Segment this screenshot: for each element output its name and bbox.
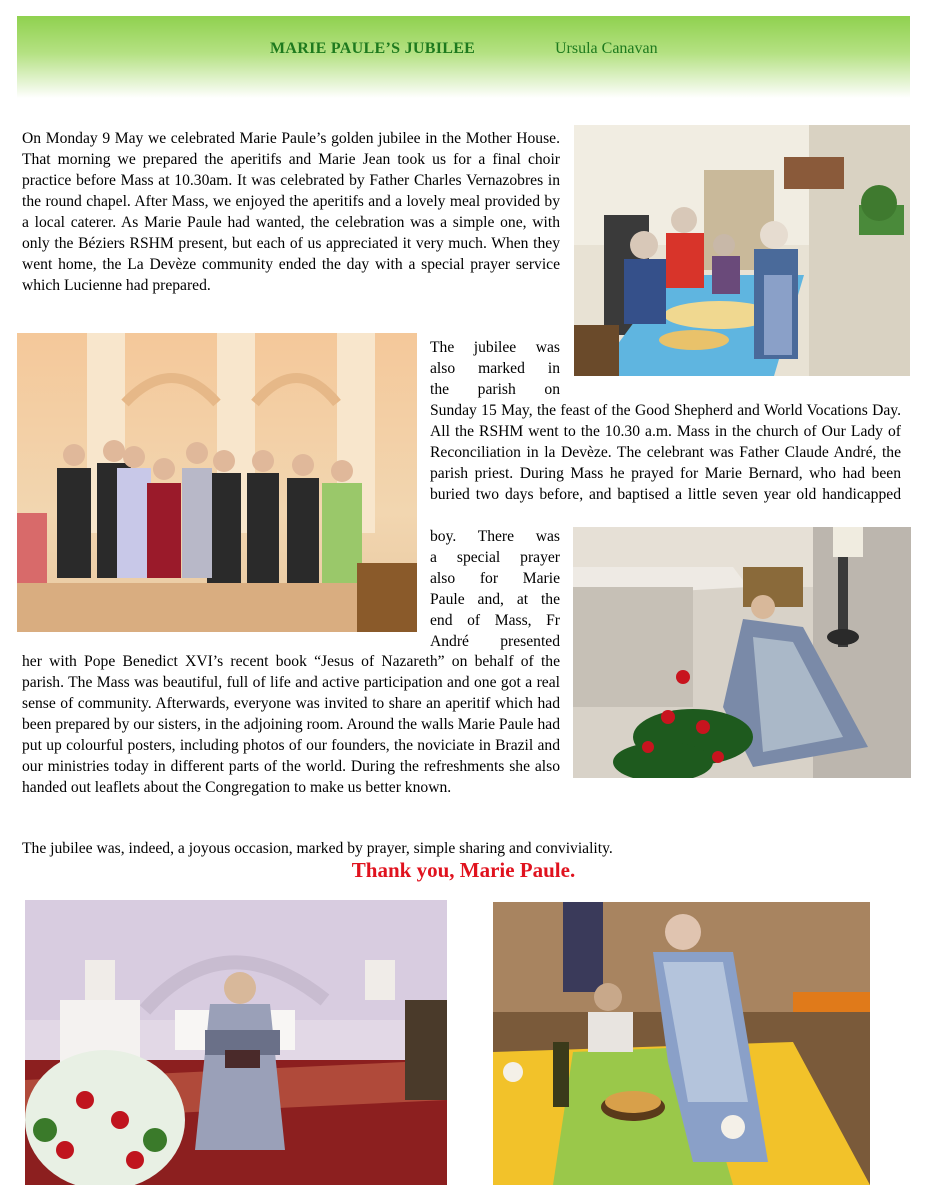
paragraph-1: On Monday 9 May we celebrated Marie Paule’s golden jubilee in the Mother House. That morning we prepared the aperitifs and Marie Jean took us for a final choir practice before Mass at 10.30am. It was celebrated by Father Charles Vernazobres in the round chapel. After Mass, we enjoyed the aperitifs and a lovely meal provided by a local caterer. As Marie Paule had wanted, the celebration was a simple one, with only the Béziers RSHM present, but each of us appreciated it very much. When they went home, the La Devèze community ended the day with a special prayer service which Lucienne had prepared. bbox=[22, 130, 560, 294]
header-banner bbox=[17, 16, 910, 98]
photo-kitchen-meal bbox=[574, 125, 910, 376]
text-line: also marked in bbox=[430, 360, 560, 377]
paragraph-2-narrow bbox=[430, 526, 560, 652]
text-line: end of Mass, Fr bbox=[430, 612, 560, 629]
text-line: Paule and, at the bbox=[430, 591, 560, 608]
text-line: a special prayer bbox=[430, 549, 560, 566]
article-author: Ursula Canavan bbox=[555, 40, 658, 57]
paragraph-2-rest: her with Pope Benedict XVI’s recent book “Jesus of Nazareth” on behalf of the parish. The Mass was beautiful, full of life and active participation and one got a real sense of community. Afterwards, everyone was invited to share an aperitif which had been prepared by our sisters, in the adjoining room. Around the walls Marie Paule had put up colourful posters, including photos of our founders, the noviciate in Brazil and our ministries today in different parts of the world. During the refreshments she also handed out leaflets about the Congregation to make us better known. bbox=[22, 653, 560, 796]
text-line: The jubilee was bbox=[430, 339, 560, 356]
thank-you-line: Thank you, Marie Paule. bbox=[351, 858, 576, 882]
photo-cake-cutting bbox=[493, 902, 870, 1185]
photo-marie-paule-altar bbox=[25, 900, 447, 1185]
paragraph-3: The jubilee was, indeed, a joyous occasion, marked by prayer, simple sharing and conviviality. bbox=[22, 840, 613, 857]
article-title: MARIE PAULE’S JUBILEE bbox=[270, 40, 476, 57]
text-line: boy. There was bbox=[430, 528, 560, 545]
text-line: the parish on bbox=[430, 381, 560, 398]
paragraph-2-intro bbox=[430, 337, 560, 400]
paragraph-2-body: Sunday 15 May, the feast of the Good Shepherd and World Vocations Day. All the RSHM went to the 10.30 a.m. Mass in the church of Our Lady of Reconciliation in la Devèze. The celebrant was Father Claude André, the parish priest. During Mass he prayed for Marie Bernard, who had been buried two days before, and baptised a little seven year old handicapped bbox=[430, 402, 901, 503]
text-line: also for Marie bbox=[430, 570, 560, 587]
photo-altar-flowers bbox=[573, 527, 911, 778]
photo-group-chapel bbox=[17, 333, 417, 632]
text-line: André presented bbox=[430, 633, 560, 650]
